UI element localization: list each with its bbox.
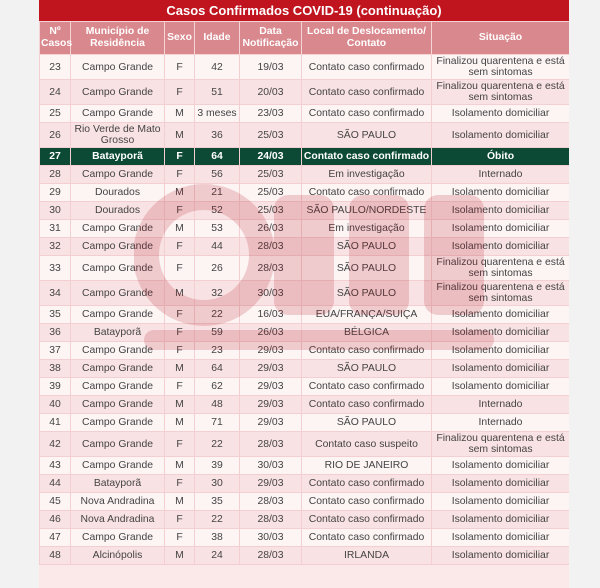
- cell-data: 28/03: [240, 547, 302, 565]
- cell-casos: 44: [40, 475, 71, 493]
- cell-data: 30/03: [240, 457, 302, 475]
- cell-situacao: Óbito: [432, 148, 570, 166]
- cell-sexo: F: [165, 511, 195, 529]
- cell-data: 29/03: [240, 475, 302, 493]
- cell-casos: 45: [40, 493, 71, 511]
- cell-sexo: F: [165, 256, 195, 281]
- cell-casos: 32: [40, 238, 71, 256]
- table-row: [40, 396, 570, 414]
- cell-casos: 26: [40, 123, 71, 148]
- cell-situacao: Isolamento domiciliar: [432, 342, 570, 360]
- cell-situacao: Isolamento domiciliar: [432, 547, 570, 565]
- header-municipio: Município de Residência: [71, 22, 165, 55]
- cell-municipio: Campo Grande: [71, 220, 165, 238]
- cell-municipio: Campo Grande: [71, 166, 165, 184]
- cell-sexo: M: [165, 123, 195, 148]
- cell-sexo: M: [165, 493, 195, 511]
- cell-local: Contato caso confirmado: [302, 105, 432, 123]
- cell-local: EUA/FRANÇA/SUIÇA: [302, 306, 432, 324]
- cell-sexo: F: [165, 238, 195, 256]
- header-situacao: Situação: [432, 22, 570, 55]
- cell-municipio: Nova Andradina: [71, 493, 165, 511]
- cell-data: 19/03: [240, 55, 302, 80]
- cell-situacao: Isolamento domiciliar: [432, 105, 570, 123]
- cell-idade: 32: [195, 281, 240, 306]
- cell-local: SÃO PAULO: [302, 360, 432, 378]
- cell-sexo: M: [165, 281, 195, 306]
- cell-municipio: Nova Andradina: [71, 511, 165, 529]
- cell-idade: 24: [195, 547, 240, 565]
- cell-local: Contato caso suspeito: [302, 432, 432, 457]
- table-row: [40, 148, 570, 166]
- cell-situacao: Isolamento domiciliar: [432, 123, 570, 148]
- cell-data: 26/03: [240, 324, 302, 342]
- cell-local: SÃO PAULO: [302, 256, 432, 281]
- cell-local: Contato caso confirmado: [302, 511, 432, 529]
- cell-sexo: M: [165, 184, 195, 202]
- cell-sexo: M: [165, 105, 195, 123]
- cell-casos: 25: [40, 105, 71, 123]
- cell-situacao: Finalizou quarentena e está sem sintomas: [432, 432, 570, 457]
- cell-situacao: Isolamento domiciliar: [432, 475, 570, 493]
- cell-sexo: M: [165, 457, 195, 475]
- table-row: [40, 123, 570, 148]
- cell-sexo: F: [165, 306, 195, 324]
- cell-municipio: Batayporã: [71, 324, 165, 342]
- cell-idade: 26: [195, 256, 240, 281]
- cell-local: Contato caso confirmado: [302, 184, 432, 202]
- cell-idade: 52: [195, 202, 240, 220]
- cell-municipio: Alcinópolis: [71, 547, 165, 565]
- cell-data: 20/03: [240, 80, 302, 105]
- cell-idade: 62: [195, 378, 240, 396]
- cell-casos: 27: [40, 148, 71, 166]
- cell-municipio: Campo Grande: [71, 55, 165, 80]
- cell-idade: 48: [195, 396, 240, 414]
- cell-casos: 43: [40, 457, 71, 475]
- table-row: [40, 511, 570, 529]
- cell-data: 23/03: [240, 105, 302, 123]
- cell-situacao: Internado: [432, 166, 570, 184]
- table-row: [40, 256, 570, 281]
- cell-idade: 39: [195, 457, 240, 475]
- cell-sexo: F: [165, 342, 195, 360]
- cell-idade: 30: [195, 475, 240, 493]
- cell-idade: 64: [195, 360, 240, 378]
- table-row: [40, 324, 570, 342]
- table-row: [40, 360, 570, 378]
- cell-data: 29/03: [240, 342, 302, 360]
- cell-sexo: F: [165, 378, 195, 396]
- table-row: [40, 80, 570, 105]
- cell-local: Em investigação: [302, 166, 432, 184]
- cell-idade: 22: [195, 306, 240, 324]
- cell-municipio: Batayporã: [71, 148, 165, 166]
- cell-idade: 44: [195, 238, 240, 256]
- table-row: [40, 281, 570, 306]
- cell-casos: 47: [40, 529, 71, 547]
- cell-idade: 22: [195, 511, 240, 529]
- cell-data: 28/03: [240, 432, 302, 457]
- cell-casos: 42: [40, 432, 71, 457]
- cell-data: 30/03: [240, 529, 302, 547]
- cell-idade: 51: [195, 80, 240, 105]
- cell-sexo: F: [165, 148, 195, 166]
- table-body: [40, 55, 570, 565]
- table-row: [40, 202, 570, 220]
- cell-data: 16/03: [240, 306, 302, 324]
- cell-situacao: Isolamento domiciliar: [432, 220, 570, 238]
- cell-local: Contato caso confirmado: [302, 342, 432, 360]
- header-idade: Idade: [195, 22, 240, 55]
- cell-municipio: Campo Grande: [71, 529, 165, 547]
- cell-situacao: Finalizou quarentena e está sem sintomas: [432, 55, 570, 80]
- table-row: [40, 414, 570, 432]
- table-row: [40, 493, 570, 511]
- cell-situacao: Isolamento domiciliar: [432, 324, 570, 342]
- covid-cases-sheet: [39, 0, 569, 588]
- header-sexo: Sexo: [165, 22, 195, 55]
- cell-local: SÃO PAULO: [302, 281, 432, 306]
- cell-casos: 38: [40, 360, 71, 378]
- cell-situacao: Isolamento domiciliar: [432, 378, 570, 396]
- cell-casos: 34: [40, 281, 71, 306]
- cell-idade: 59: [195, 324, 240, 342]
- cell-situacao: Finalizou quarentena e está sem sintomas: [432, 80, 570, 105]
- cell-municipio: Campo Grande: [71, 105, 165, 123]
- cell-situacao: Internado: [432, 414, 570, 432]
- cell-local: SÃO PAULO/NORDESTE: [302, 202, 432, 220]
- cell-casos: 39: [40, 378, 71, 396]
- cell-sexo: F: [165, 166, 195, 184]
- cell-idade: 64: [195, 148, 240, 166]
- cell-situacao: Isolamento domiciliar: [432, 457, 570, 475]
- cell-idade: 53: [195, 220, 240, 238]
- table-row: [40, 166, 570, 184]
- cell-local: Contato caso confirmado: [302, 378, 432, 396]
- cell-municipio: Campo Grande: [71, 414, 165, 432]
- cell-municipio: Dourados: [71, 202, 165, 220]
- cell-idade: 23: [195, 342, 240, 360]
- table-row: [40, 306, 570, 324]
- cell-municipio: Campo Grande: [71, 80, 165, 105]
- cell-casos: 31: [40, 220, 71, 238]
- cell-sexo: F: [165, 432, 195, 457]
- cell-situacao: Finalizou quarentena e está sem sintomas: [432, 281, 570, 306]
- cell-local: IRLANDA: [302, 547, 432, 565]
- cell-local: RIO DE JANEIRO: [302, 457, 432, 475]
- table-row: [40, 547, 570, 565]
- cell-local: Em investigação: [302, 220, 432, 238]
- cell-casos: 40: [40, 396, 71, 414]
- cell-sexo: M: [165, 396, 195, 414]
- cell-idade: 71: [195, 414, 240, 432]
- cell-municipio: Campo Grande: [71, 306, 165, 324]
- cell-casos: 37: [40, 342, 71, 360]
- cell-municipio: Campo Grande: [71, 342, 165, 360]
- cell-casos: 23: [40, 55, 71, 80]
- cell-municipio: Campo Grande: [71, 457, 165, 475]
- cell-situacao: Isolamento domiciliar: [432, 202, 570, 220]
- cell-situacao: Finalizou quarentena e está sem sintomas: [432, 256, 570, 281]
- cell-situacao: Isolamento domiciliar: [432, 493, 570, 511]
- cell-sexo: M: [165, 414, 195, 432]
- cell-idade: 22: [195, 432, 240, 457]
- cell-local: Contato caso confirmado: [302, 475, 432, 493]
- header-data: Data Notificação: [240, 22, 302, 55]
- table-row: [40, 184, 570, 202]
- cell-sexo: F: [165, 202, 195, 220]
- cell-casos: 36: [40, 324, 71, 342]
- cell-data: 29/03: [240, 378, 302, 396]
- cell-data: 25/03: [240, 123, 302, 148]
- table-row: [40, 457, 570, 475]
- table-row: [40, 220, 570, 238]
- cell-situacao: Isolamento domiciliar: [432, 529, 570, 547]
- cell-idade: 38: [195, 529, 240, 547]
- table-row: [40, 238, 570, 256]
- table-title: Casos Confirmados COVID-19 (continuação): [39, 0, 569, 21]
- cell-municipio: Dourados: [71, 184, 165, 202]
- cell-casos: 33: [40, 256, 71, 281]
- cell-local: BÉLGICA: [302, 324, 432, 342]
- cell-local: Contato caso confirmado: [302, 148, 432, 166]
- cell-situacao: Isolamento domiciliar: [432, 238, 570, 256]
- cell-sexo: F: [165, 80, 195, 105]
- cell-idade: 35: [195, 493, 240, 511]
- cell-local: Contato caso confirmado: [302, 396, 432, 414]
- cell-municipio: Batayporã: [71, 475, 165, 493]
- cell-local: SÃO PAULO: [302, 238, 432, 256]
- cell-local: SÃO PAULO: [302, 414, 432, 432]
- cell-casos: 41: [40, 414, 71, 432]
- cases-table: [39, 21, 569, 565]
- cell-municipio: Rio Verde de Mato Grosso: [71, 123, 165, 148]
- cell-data: 28/03: [240, 256, 302, 281]
- cell-sexo: F: [165, 55, 195, 80]
- cell-data: 25/03: [240, 202, 302, 220]
- table-row: [40, 342, 570, 360]
- cell-sexo: M: [165, 547, 195, 565]
- cell-local: Contato caso confirmado: [302, 55, 432, 80]
- cell-situacao: Isolamento domiciliar: [432, 511, 570, 529]
- cell-idade: 42: [195, 55, 240, 80]
- cell-idade: 56: [195, 166, 240, 184]
- cell-casos: 24: [40, 80, 71, 105]
- cell-sexo: F: [165, 475, 195, 493]
- cell-municipio: Campo Grande: [71, 238, 165, 256]
- cell-municipio: Campo Grande: [71, 396, 165, 414]
- cell-data: 24/03: [240, 148, 302, 166]
- cell-local: Contato caso confirmado: [302, 80, 432, 105]
- cell-municipio: Campo Grande: [71, 432, 165, 457]
- cell-local: Contato caso confirmado: [302, 529, 432, 547]
- cell-municipio: Campo Grande: [71, 378, 165, 396]
- cell-sexo: M: [165, 360, 195, 378]
- cell-situacao: Isolamento domiciliar: [432, 184, 570, 202]
- cell-idade: 3 meses: [195, 105, 240, 123]
- cell-casos: 35: [40, 306, 71, 324]
- header-casos: Nº Casos: [40, 22, 71, 55]
- cell-data: 29/03: [240, 396, 302, 414]
- table-row: [40, 55, 570, 80]
- cell-municipio: Campo Grande: [71, 256, 165, 281]
- cell-data: 28/03: [240, 238, 302, 256]
- cell-data: 30/03: [240, 281, 302, 306]
- cell-sexo: M: [165, 220, 195, 238]
- cell-situacao: Isolamento domiciliar: [432, 306, 570, 324]
- cell-casos: 29: [40, 184, 71, 202]
- cell-data: 29/03: [240, 414, 302, 432]
- cell-data: 29/03: [240, 360, 302, 378]
- cell-situacao: Isolamento domiciliar: [432, 360, 570, 378]
- cell-idade: 36: [195, 123, 240, 148]
- cell-casos: 46: [40, 511, 71, 529]
- cell-local: Contato caso confirmado: [302, 493, 432, 511]
- cell-situacao: Internado: [432, 396, 570, 414]
- cell-sexo: F: [165, 324, 195, 342]
- cell-casos: 28: [40, 166, 71, 184]
- table-row: [40, 105, 570, 123]
- cell-data: 28/03: [240, 511, 302, 529]
- cell-sexo: F: [165, 529, 195, 547]
- cell-idade: 21: [195, 184, 240, 202]
- table-row: [40, 529, 570, 547]
- cell-data: 28/03: [240, 493, 302, 511]
- table-row: [40, 378, 570, 396]
- cell-local: SÃO PAULO: [302, 123, 432, 148]
- cell-casos: 30: [40, 202, 71, 220]
- cell-data: 25/03: [240, 166, 302, 184]
- cell-casos: 48: [40, 547, 71, 565]
- header-local: Local de Deslocamento/ Contato: [302, 22, 432, 55]
- cell-data: 26/03: [240, 220, 302, 238]
- cell-municipio: Campo Grande: [71, 360, 165, 378]
- cell-data: 25/03: [240, 184, 302, 202]
- cell-municipio: Campo Grande: [71, 281, 165, 306]
- table-row: [40, 432, 570, 457]
- table-header: [40, 22, 570, 55]
- table-row: [40, 475, 570, 493]
